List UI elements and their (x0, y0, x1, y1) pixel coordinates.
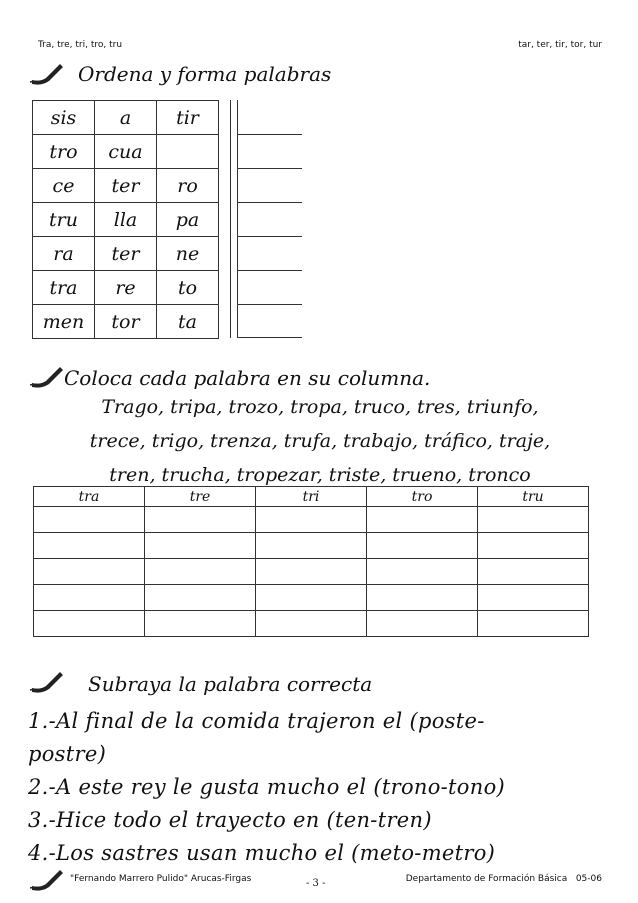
syllable-cell: re (95, 271, 157, 305)
question-line: 3.-Hice todo el trayecto en (ten-tren) (28, 808, 432, 832)
syllable-cell: ter (95, 237, 157, 271)
header-right: tar, ter, tir, tor, tur (518, 40, 602, 50)
column-header: tru (478, 487, 589, 507)
syllable-cell: tor (95, 305, 157, 339)
answer-cell[interactable] (367, 611, 478, 637)
table-row (33, 305, 219, 339)
table-row (33, 169, 219, 203)
syllable-cell: ro (157, 169, 219, 203)
table-row (34, 585, 589, 611)
syllable-cell: lla (95, 203, 157, 237)
table-row (33, 203, 219, 237)
answer-cell[interactable] (34, 507, 145, 533)
answer-cell[interactable] (478, 559, 589, 585)
pen-icon (30, 363, 64, 389)
question-list (28, 705, 613, 870)
answer-cell[interactable] (367, 533, 478, 559)
syllable-cell: tir (157, 101, 219, 135)
header-left: Tra, tre, tri, tro, tru (38, 40, 123, 50)
syllable-cell: ta (157, 305, 219, 339)
answer-column (230, 100, 302, 338)
answer-cell[interactable] (145, 559, 256, 585)
syllable-cell: tra (33, 271, 95, 305)
footer-right: Departamento de Formación Básica 05-06 (405, 874, 602, 884)
table-row (34, 487, 589, 507)
section1-title: Ordena y forma palabras (78, 62, 332, 86)
table-row (33, 237, 219, 271)
syllable-cell: ra (33, 237, 95, 271)
word-list (30, 390, 610, 492)
syllable-cell: ter (95, 169, 157, 203)
answer-cell[interactable] (478, 611, 589, 637)
question-line: 1.-Al final de la comida trajeron el (poste- (28, 709, 485, 733)
answer-cell[interactable] (34, 559, 145, 585)
question-line: 4.-Los sastres usan mucho el (meto-metro) (28, 841, 496, 865)
page-number: - 3 - (306, 878, 326, 889)
answer-cell[interactable] (478, 507, 589, 533)
answer-cell[interactable] (256, 533, 367, 559)
word-line: Trago, tripa, trozo, tropa, truco, tres, triunfo, (101, 396, 539, 418)
syllable-cell: sis (33, 101, 95, 135)
syllable-cell: tro (33, 135, 95, 169)
answer-cell[interactable] (256, 585, 367, 611)
footer-left: "Fernando Marrero Pulido" Arucas-Firgas (70, 874, 252, 884)
word-line: tren, trucha, tropezar, triste, trueno, tronco (109, 464, 531, 486)
table-row (33, 271, 219, 305)
column-table (33, 486, 589, 637)
answer-cell[interactable] (256, 559, 367, 585)
answer-cell[interactable] (256, 507, 367, 533)
syllable-cell (157, 135, 219, 169)
answer-cell[interactable] (478, 533, 589, 559)
syllable-cell: ce (33, 169, 95, 203)
answer-cell[interactable] (34, 611, 145, 637)
column-header: tro (367, 487, 478, 507)
answer-cell[interactable] (367, 585, 478, 611)
pen-icon (30, 668, 64, 694)
answer-cell[interactable] (256, 611, 367, 637)
syllable-cell: to (157, 271, 219, 305)
pen-icon (30, 60, 64, 86)
answer-cell[interactable] (34, 585, 145, 611)
syllable-cell: cua (95, 135, 157, 169)
answer-cell[interactable] (145, 585, 256, 611)
table-row (34, 611, 589, 637)
answer-cell[interactable] (145, 533, 256, 559)
table-row (34, 559, 589, 585)
pen-icon (30, 866, 64, 892)
column-header: tre (145, 487, 256, 507)
question-line: postre) (28, 742, 107, 766)
syllable-cell: tru (33, 203, 95, 237)
question-line: 2.-A este rey le gusta mucho el (trono-tono) (28, 775, 506, 799)
answer-cell[interactable] (478, 585, 589, 611)
syllable-cell: pa (157, 203, 219, 237)
table-row (33, 135, 219, 169)
answer-cell[interactable] (145, 611, 256, 637)
column-header: tra (34, 487, 145, 507)
column-header: tri (256, 487, 367, 507)
syllable-cell: men (33, 305, 95, 339)
syllable-cell: a (95, 101, 157, 135)
table-row (34, 507, 589, 533)
answer-cell[interactable] (34, 533, 145, 559)
syllable-cell: ne (157, 237, 219, 271)
answer-cell[interactable] (145, 507, 256, 533)
syllable-table (32, 100, 219, 339)
word-line: trece, trigo, trenza, trufa, trabajo, tráfico, traje, (89, 430, 551, 452)
section3-title: Subraya la palabra correcta (88, 672, 373, 696)
table-row (33, 101, 219, 135)
answer-cell[interactable] (367, 507, 478, 533)
section2-title: Coloca cada palabra en su columna. (64, 366, 431, 390)
table-row (34, 533, 589, 559)
answer-cell[interactable] (367, 559, 478, 585)
